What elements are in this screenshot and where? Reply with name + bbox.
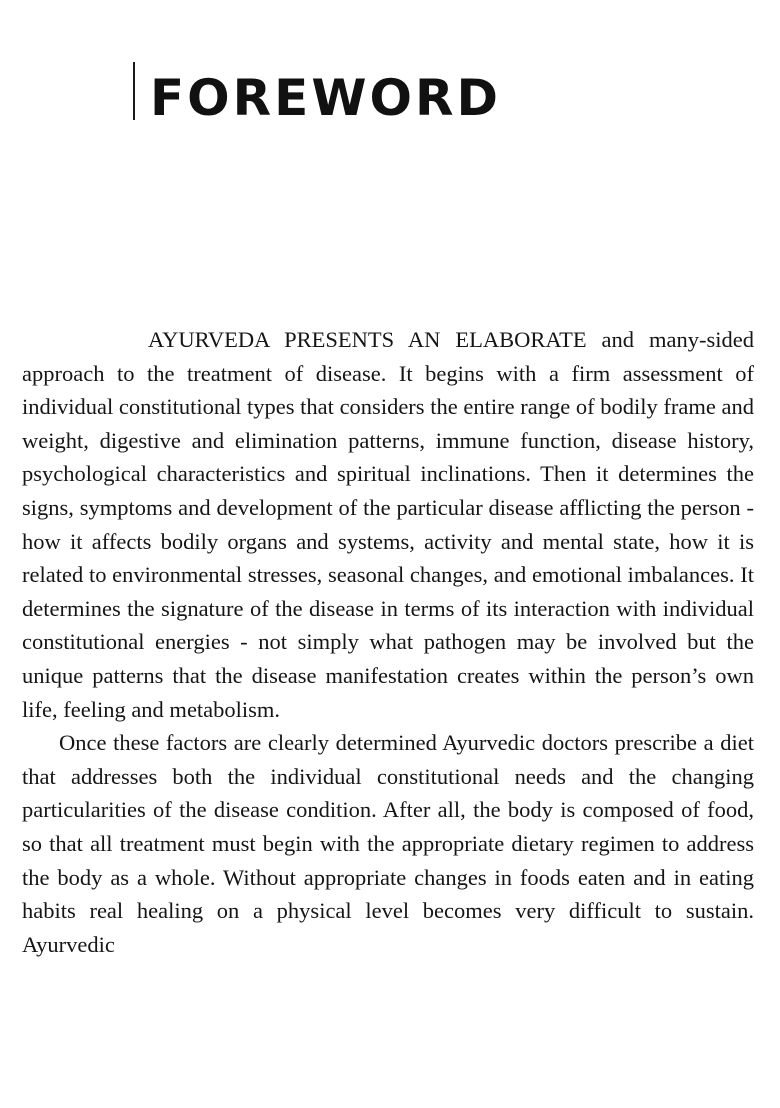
paragraph-1: AYURVEDA PRESENTS AN ELABORATE and many-sided approach to the treatment of disease. It begins with a firm assessment of individual constitutional types that considers the entire range of bodily frame and weight, digestive and elimination patterns, immune function, disease history, psychological characteristics and spiritual inclinations. Then it determines the signs, symptoms and development of the particular disease afflicting the person - how it affects bodily organs and systems, activity and mental state, how it is related to environmental stresses, seasonal changes, and emotional imbalances. It determines the signature of the disease in terms of its interaction with individual constitutional energies - not simply what pathogen may be involved but the unique patterns that the disease manifestation creates within the person’s own life, feeling and metabolism. <box>22 327 754 722</box>
paragraph-2: Once these factors are clearly determined Ayurvedic doctors prescribe a diet that addresses both the individual constitutional needs and the changing particularities of the disease condition. After all, the body is composed of food, so that all treatment must begin with the appropriate dietary regimen to address the body as a whole. Without appropriate changes in foods eaten and in eating habits real healing on a physical level becomes very difficult to sustain. Ayurvedic <box>22 730 754 957</box>
body-text <box>22 323 754 961</box>
page-title: FOREWORD <box>150 69 501 127</box>
heading-rule <box>133 62 135 120</box>
